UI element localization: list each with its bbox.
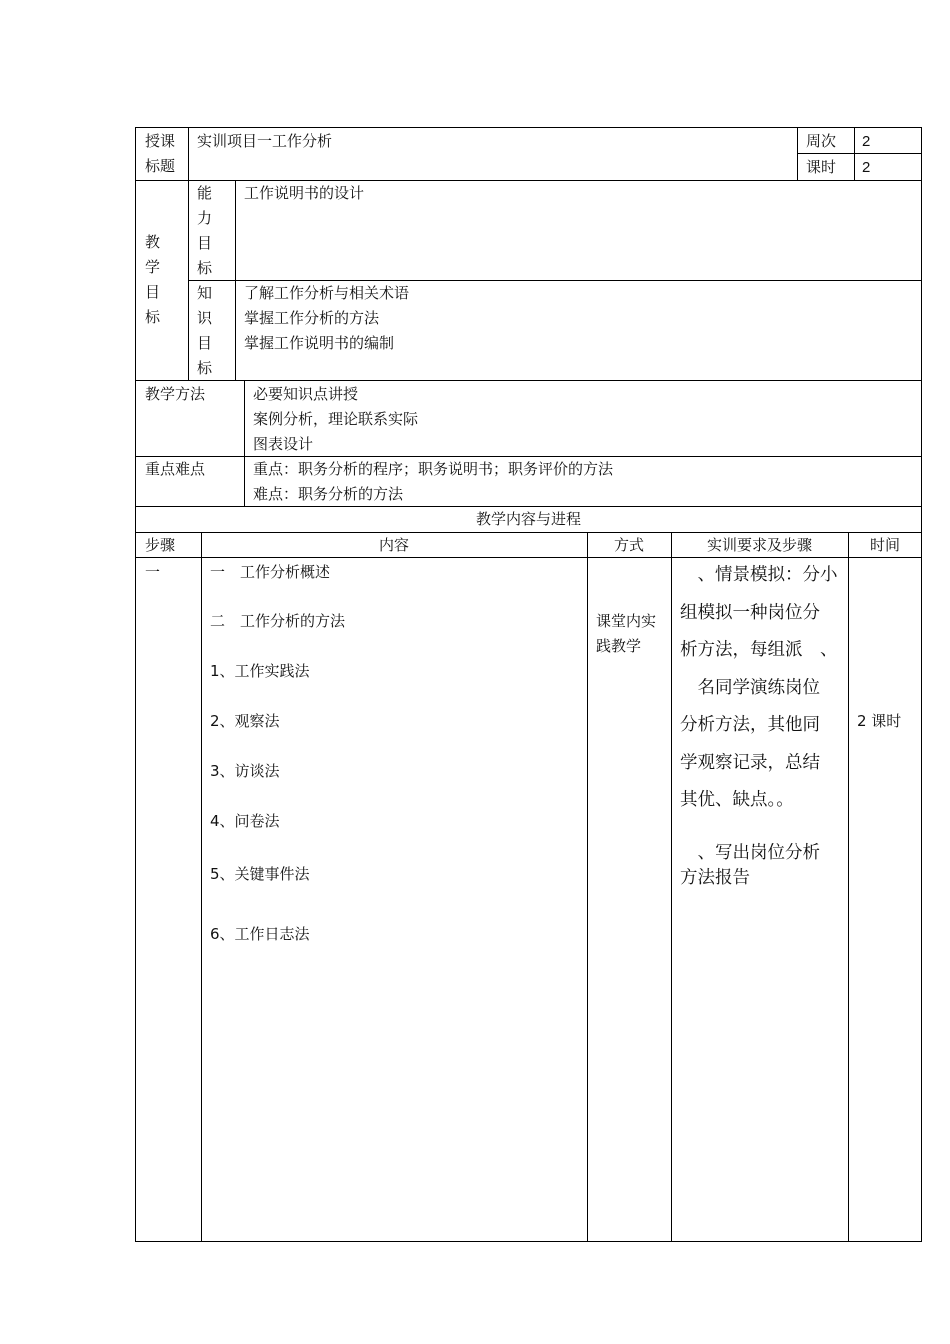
col-divider [854,127,855,180]
ability-label: 能 力 目 标 [197,184,213,277]
content-item: 1、工作实践法 [210,662,310,680]
hours-value: 2 [862,159,871,176]
content-item: 二 工作分析的方法 [210,612,346,630]
knowledge-item: 掌握工作说明书的编制 [244,334,395,352]
key-points-label: 重点难点 [145,460,206,478]
time-cell: 2 课时 [857,712,902,730]
content-item: 一 工作分析概述 [210,563,331,581]
week-label: 周次 [806,132,837,150]
section-title: 教学内容与进程 [475,510,581,528]
content-item: 6、工作日志法 [210,925,310,943]
content-item: 2、观察法 [210,712,280,730]
week-value: 2 [862,133,871,150]
method-cell: 课堂内实 践教学 [596,612,657,655]
column-header-step: 步骤 [145,536,176,554]
title-value: 实训项目一工作分析 [197,132,333,150]
knowledge-item: 了解工作分析与相关术语 [244,284,410,302]
step-cell: 一 [145,563,161,581]
col-divider [244,380,245,506]
content-item: 5、关键事件法 [210,865,310,883]
column-header-requirements: 实训要求及步骤 [706,536,812,554]
knowledge-label: 知 识 目 标 [197,284,213,377]
key-point-item: 难点：职务分析的方法 [253,485,404,503]
row-divider [135,380,922,381]
col-divider [671,532,672,1242]
col-divider [235,180,236,380]
col-divider [201,532,202,1242]
ability-text: 工作说明书的设计 [244,184,365,202]
col-divider [797,127,798,180]
content-item: 3、访谈法 [210,762,280,780]
method-item: 必要知识点讲授 [253,385,359,403]
title-label: 授课 标题 [145,132,176,175]
methods-label: 教学方法 [145,385,206,403]
column-header-content: 内容 [378,536,409,554]
requirements-cell: 、写出岗位分析 方法报告 [680,843,820,888]
content-item: 4、问卷法 [210,812,280,830]
requirements-cell: 、情景模拟：分小 组模拟一种岗位分 析方法，每组派 、 名同学演练岗位 分析方法，其他同 学观察记录，总结 其优、缺点。。 [680,565,838,810]
column-header-time: 时间 [869,536,900,554]
goals-label: 教 学 目 标 [145,233,161,326]
method-item: 案例分析，理论联系实际 [253,410,419,428]
column-header-method: 方式 [613,536,644,554]
col-divider [587,532,588,1242]
method-item: 图表设计 [253,435,314,453]
col-divider [188,127,189,380]
hours-label: 课时 [806,158,837,176]
knowledge-item: 掌握工作分析的方法 [244,309,380,327]
key-point-item: 重点：职务分析的程序；职务说明书；职务评价的方法 [253,460,614,478]
col-divider [848,532,849,1242]
